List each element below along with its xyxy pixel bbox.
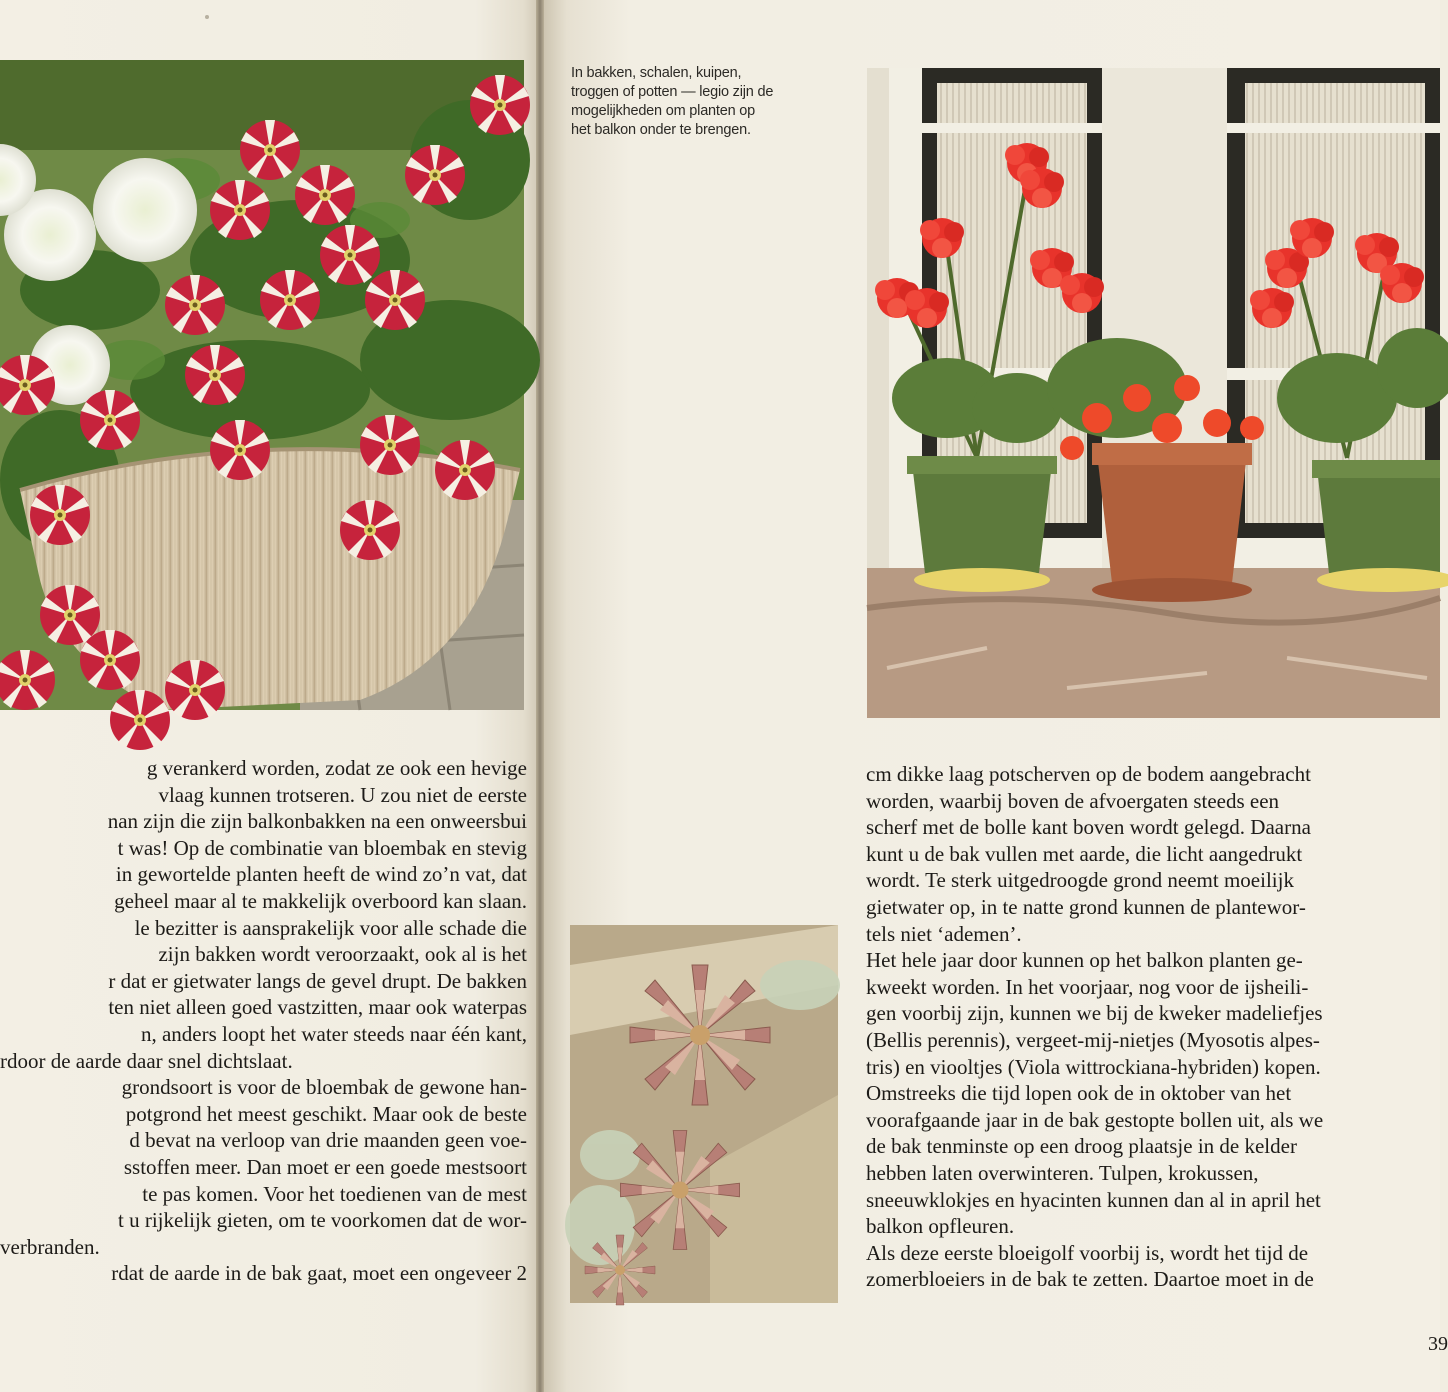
geranium-window-photo [867,68,1440,718]
geranium-illustration [867,68,1440,718]
text-line: nan zijn die zijn balkonbakken na een onweersbui [107,809,527,834]
text-line: voorafgaande jaar in de bak gestopte bollen uit, als we [866,1107,1324,1132]
text-line: cm dikke laag potscherven op de bodem aangebracht [866,762,1311,786]
text-line: hebben laten overwinteren. Tulpen, krokussen, [866,1160,1259,1185]
text-line: rdoor de aarde daar snel dichtslaat. [0,1048,293,1073]
text-line: gen voorbij zijn, kunnen we bij de kweker madeliefjes [866,1001,1323,1026]
text-line: r dat er gietwater langs de gevel drupt. De bakken [108,968,527,993]
text-line: geheel maar al te makkelijk overboord kan slaan. [114,888,527,913]
text-line: kunt u de bak vullen met aarde, die licht aangedrukt [866,841,1303,866]
text-line: tris) en viooltjes (Viola wittrockiana-hybriden) kopen. [866,1054,1321,1079]
text-line: d bevat na verloop van drie maanden geen voe- [129,1128,527,1153]
succulent-illustration [570,925,838,1303]
text-line: g verankerd worden, zodat ze ook een hevige [146,756,527,780]
text-line: in gewortelde planten heeft de wind zo’n vat, dat [115,862,527,887]
right-text-column [866,761,1440,1293]
text-line: gietwater op, in te natte grond kunnen de plantewor- [866,894,1306,919]
text-line: tels niet ‘ademen’. [866,921,1022,946]
text-line: zijn bakken wordt veroorzaakt, ook al is het [158,942,527,967]
text-line: vlaag kunnen trotseren. U zou niet de eerste [158,782,527,807]
text-line: kweekt worden. In het voorjaar, nog voor de ijsheili- [866,974,1309,999]
caption-line: In bakken, schalen, kuipen, [571,65,742,81]
text-line: t was! Op de combinatie van bloembak en stevig [117,835,527,860]
page-mark [205,15,209,19]
text-line: scherf met de bolle kant boven wordt gelegd. Daarna [866,815,1311,840]
book-spine [536,0,544,1392]
text-line: ten niet alleen goed vastzitten, maar ook waterpas [108,995,527,1020]
text-line: Als deze eerste bloeigolf voorbij is, wordt het tijd de [866,1240,1309,1265]
text-line: verbranden. [0,1234,100,1259]
caption-line: mogelijkheden om planten op [571,103,756,119]
text-line: zomerbloeiers in de bak te zetten. Daartoe moet in de [866,1267,1314,1292]
text-line: t u rijkelijk gieten, om te voorkomen dat de wor- [118,1208,527,1233]
text-line: n, anders loopt het water steeds naar één kant, [140,1021,527,1046]
page-number: 39 [1428,1333,1448,1355]
text-line: de bak tenminste op een droog plaatsje in de kelder [866,1134,1297,1159]
photo-caption [571,64,841,140]
text-line: grondsoort is voor de bloembak de gewone han- [121,1075,527,1100]
succulent-photo [570,925,838,1303]
text-line: potgrond het meest geschikt. Maar ook de beste [125,1101,527,1126]
text-line: le bezitter is aansprakelijk voor alle schade die [134,915,527,940]
text-line: balkon opfleuren. [866,1214,1015,1239]
left-text-column [0,755,527,1287]
text-line: sstoffen meer. Dan moet er een goede mestsoort [123,1154,527,1179]
text-line: rdat de aarde in de bak gaat, moet een ongeveer 2 [111,1261,527,1286]
caption-line: het balkon onder te brengen. [571,122,751,138]
text-line: sneeuwklokjes en hyacinten kunnen dan al in april het [866,1187,1321,1212]
text-line: (Bellis perennis), vergeet-mij-nietjes (Myosotis alpes- [866,1027,1320,1052]
text-line: te pas komen. Voor het toedienen van de mest [142,1181,527,1206]
caption-line: troggen of potten — legio zijn de [571,84,774,100]
text-line: Omstreeks die tijd lopen ook de in oktober van het [866,1081,1292,1106]
petunia-planter-photo [0,60,524,710]
text-line: wordt. Te sterk uitgedroogde grond neemt moeilijk [866,868,1294,893]
text-line: worden, waarbij boven de afvoergaten steeds een [866,788,1280,813]
petunia-illustration [0,60,524,710]
text-line: Het hele jaar door kunnen op het balkon planten ge- [866,948,1303,973]
